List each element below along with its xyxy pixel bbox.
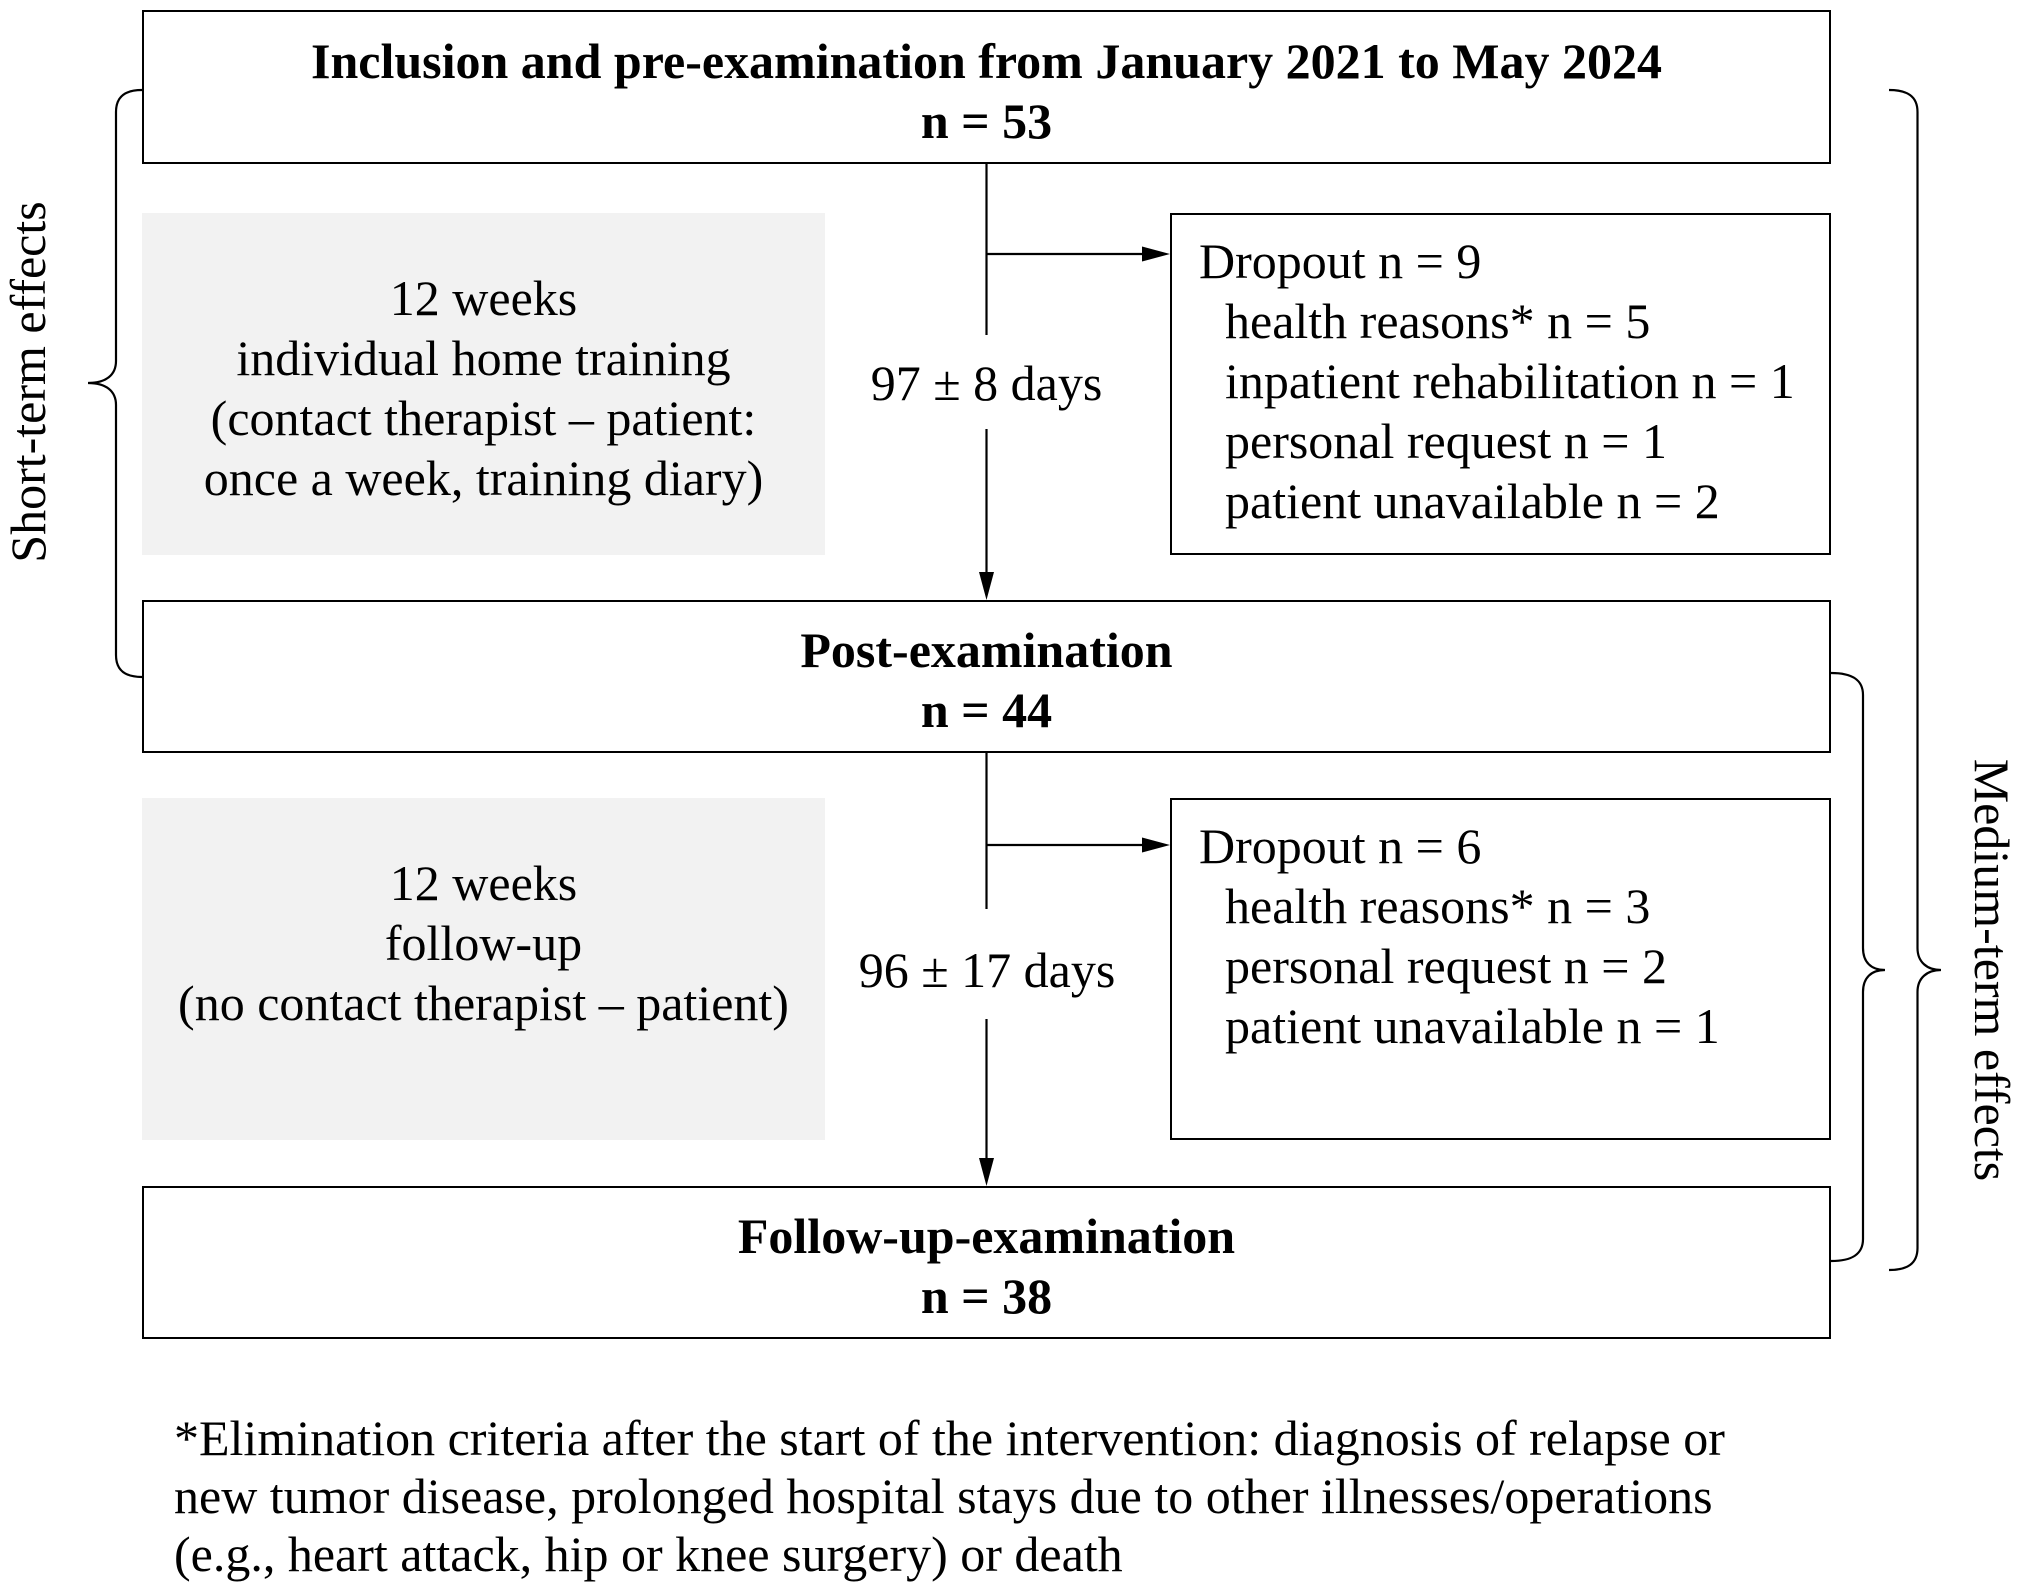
phase-line: 12 weeks: [389, 270, 578, 326]
dropout-reason: patient unavailable n = 1: [1225, 997, 1720, 1054]
interval-label-2: 96 ± 17 days: [858, 942, 1116, 998]
phase-line: follow-up: [384, 915, 583, 971]
interval-label-1: 97 ± 8 days: [870, 355, 1103, 411]
dropout-reason: personal request n = 1: [1225, 412, 1667, 469]
inclusion-count: n = 53: [920, 92, 1053, 149]
medium-term-brace-outer: [1889, 90, 1941, 1270]
dropout-reason: health reasons* n = 3: [1225, 877, 1651, 934]
arrowhead-right-icon: [1142, 247, 1170, 262]
phase-line: (no contact therapist – patient): [178, 975, 789, 1031]
dropout-reason: health reasons* n = 5: [1225, 292, 1651, 349]
footnote-line: *Elimination criteria after the start of the intervention: diagnosis of relapse or: [174, 1410, 1725, 1466]
dropout-heading: Dropout n = 6: [1199, 817, 1482, 874]
arrowhead-down-icon: [979, 1158, 994, 1186]
phase-line: once a week, training diary): [203, 450, 764, 506]
phase-line: (contact therapist – patient:: [210, 390, 757, 446]
arrowhead-down-icon: [979, 572, 994, 600]
footnote-line: new tumor disease, prolonged hospital stays due to other illnesses/operations: [174, 1468, 1713, 1524]
follow-up-examination-title: Follow-up-examination: [737, 1208, 1236, 1264]
follow-up-examination-count: n = 38: [920, 1268, 1053, 1324]
dropout-heading: Dropout n = 9: [1199, 232, 1482, 289]
dropout-reason: patient unavailable n = 2: [1225, 472, 1720, 529]
short-term-effects-label: Short-term effects: [0, 201, 56, 563]
footnote-line: (e.g., heart attack, hip or knee surgery) or death: [174, 1526, 1123, 1582]
dropout-reason: inpatient rehabilitation n = 1: [1225, 352, 1795, 409]
dropout-reason: personal request n = 2: [1225, 937, 1667, 994]
phase-line: individual home training: [236, 330, 731, 386]
phase-line: 12 weeks: [389, 855, 578, 911]
medium-term-brace-inner: [1831, 673, 1885, 1261]
inclusion-title: Inclusion and pre-examination from January 2021 to May 2024: [310, 32, 1662, 89]
medium-term-effects-label: Medium-term effects: [1964, 758, 2020, 1182]
short-term-brace: [88, 90, 142, 677]
post-examination-count: n = 44: [920, 682, 1053, 738]
post-examination-title: Post-examination: [800, 622, 1173, 678]
arrowhead-right-icon: [1142, 838, 1170, 853]
